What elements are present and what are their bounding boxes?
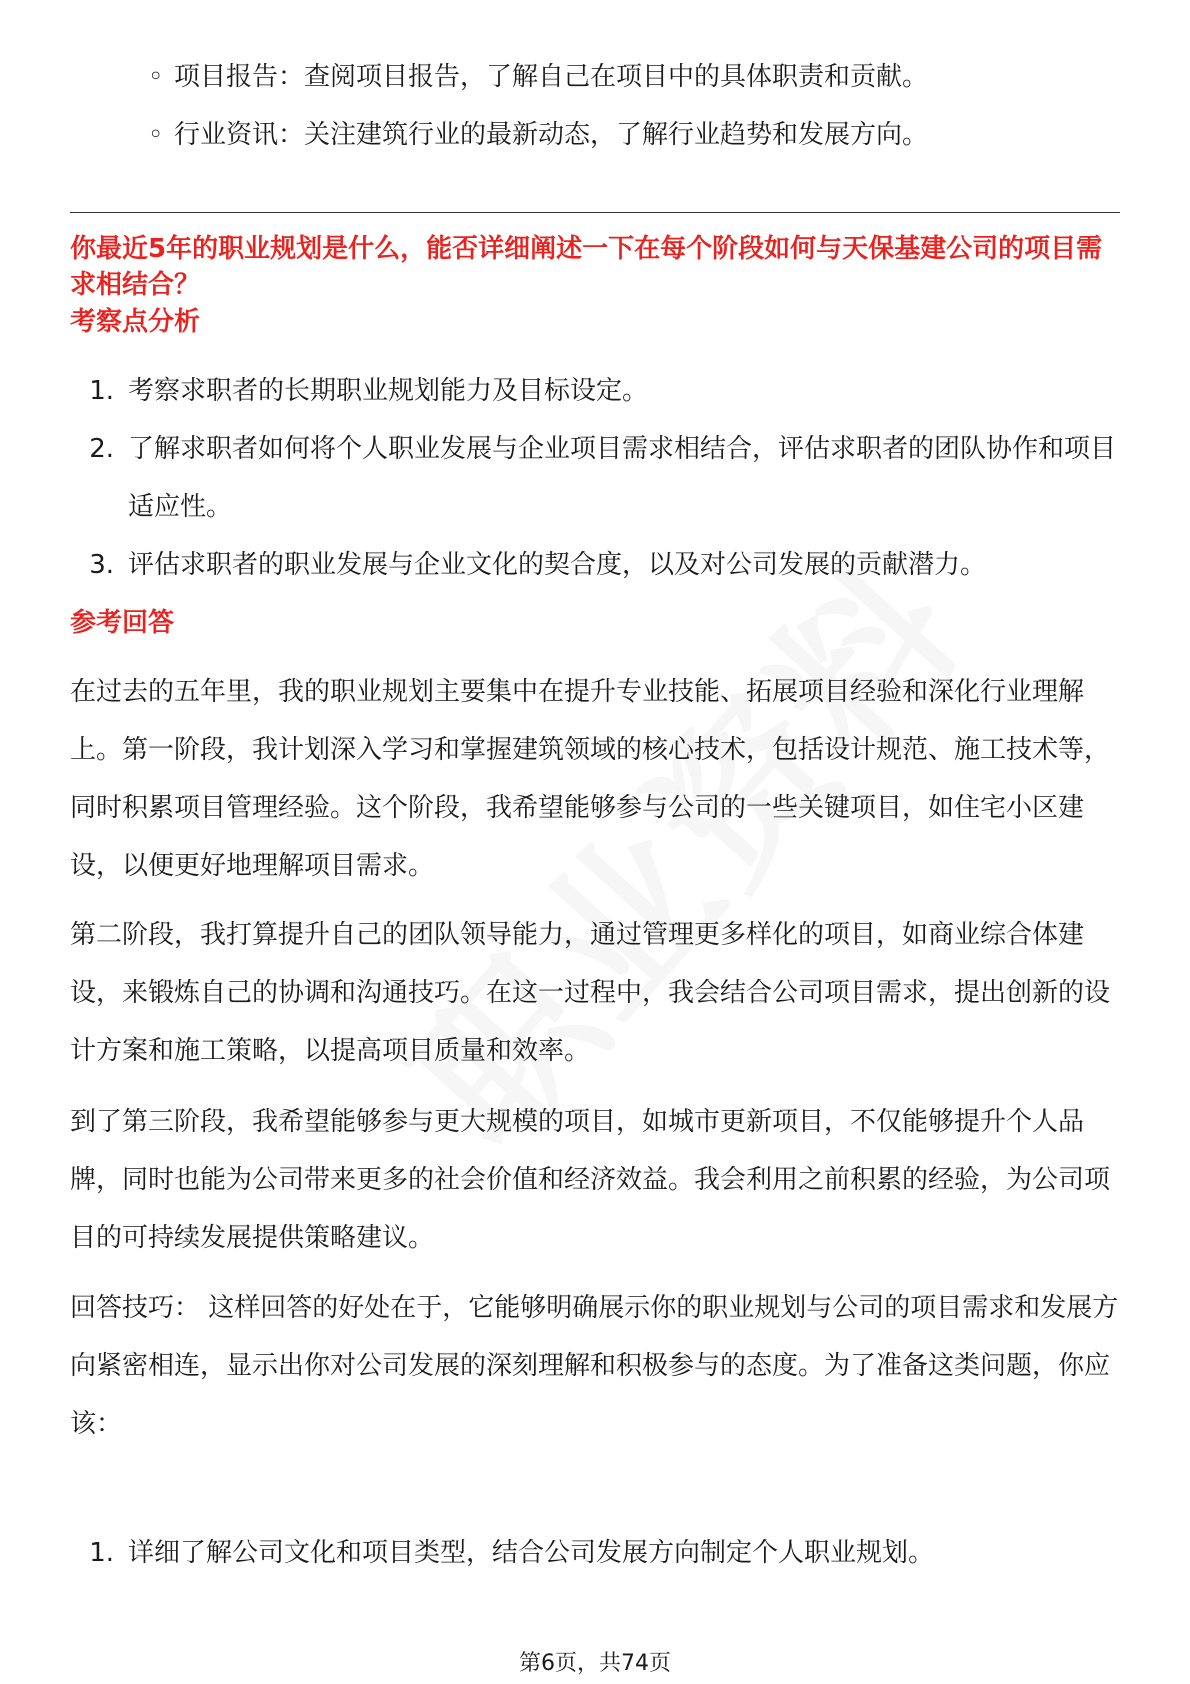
list-item — [70, 362, 1120, 420]
list-number: 1. — [89, 1538, 114, 1568]
section-divider — [70, 212, 1120, 213]
list-item — [70, 420, 1120, 536]
bullet-text: 项目报告：查阅项目报告，了解自己在项目中的具体职责和贡献。 — [174, 62, 929, 92]
question-title: 你最近5年的职业规划是什么，能否详细阐述一下在每个阶段如何与天保基建公司的项目需求相结合？ — [70, 234, 1103, 300]
reference-paragraph: 在过去的五年里，我的职业规划主要集中在提升专业技能、拓展项目经验和深化行业理解上。第一阶段，我计划深入学习和掌握建筑领域的核心技术，包括设计规范、施工技术等，同时积累项目管理经验。这个阶段，我希望能够参与公司的一些关键项目，如住宅小区建设，以便更好地理解项目需求。 — [70, 677, 1111, 881]
reference-paragraph: 第二阶段，我打算提升自己的团队领导能力，通过管理更多样化的项目，如商业综合体建设，来锻炼自己的协调和沟通技巧。在这一过程中，我会结合公司项目需求，提出创新的设计方案和施工策略，以提高项目质量和效率。 — [70, 920, 1111, 1066]
list-text: 了解求职者如何将个人职业发展与企业项目需求相结合，评估求职者的团队协作和项目适应性。 — [128, 434, 1117, 522]
top-bullet-list — [148, 48, 928, 164]
page-footer: 第6页，共74页 — [519, 1651, 671, 1676]
tips-list — [70, 1524, 1120, 1582]
reference-heading: 参考回答 — [70, 608, 175, 638]
list-number: 1. — [89, 376, 114, 406]
analysis-list — [70, 362, 1120, 594]
list-item — [70, 536, 1120, 594]
list-item — [148, 48, 928, 106]
bullet-circle-icon: ◦ — [148, 62, 164, 92]
bullet-text: 行业资讯：关注建筑行业的最新动态，了解行业趋势和发展方向。 — [174, 120, 929, 150]
list-text: 详细了解公司文化和项目类型，结合公司发展方向制定个人职业规划。 — [128, 1538, 935, 1568]
bullet-circle-icon: ◦ — [148, 120, 164, 150]
reference-paragraph: 到了第三阶段，我希望能够参与更大规模的项目，如城市更新项目，不仅能够提升个人品牌，同时也能为公司带来更多的社会价值和经济效益。我会利用之前积累的经验，为公司项目的可持续发展提供策略建议。 — [70, 1107, 1111, 1253]
list-text: 评估求职者的职业发展与企业文化的契合度，以及对公司发展的贡献潜力。 — [128, 550, 987, 580]
tips-paragraph: 回答技巧： 这样回答的好处在于，它能够明确展示你的职业规划与公司的项目需求和发展方向紧密相连，显示出你对公司发展的深刻理解和积极参与的态度。为了准备这类问题，你应该： — [70, 1293, 1119, 1439]
list-text: 考察求职者的长期职业规划能力及目标设定。 — [128, 376, 649, 406]
analysis-heading: 考察点分析 — [70, 307, 201, 337]
list-number: 2. — [89, 434, 114, 464]
list-item — [148, 106, 928, 164]
list-item — [70, 1524, 1120, 1582]
list-number: 3. — [89, 550, 114, 580]
